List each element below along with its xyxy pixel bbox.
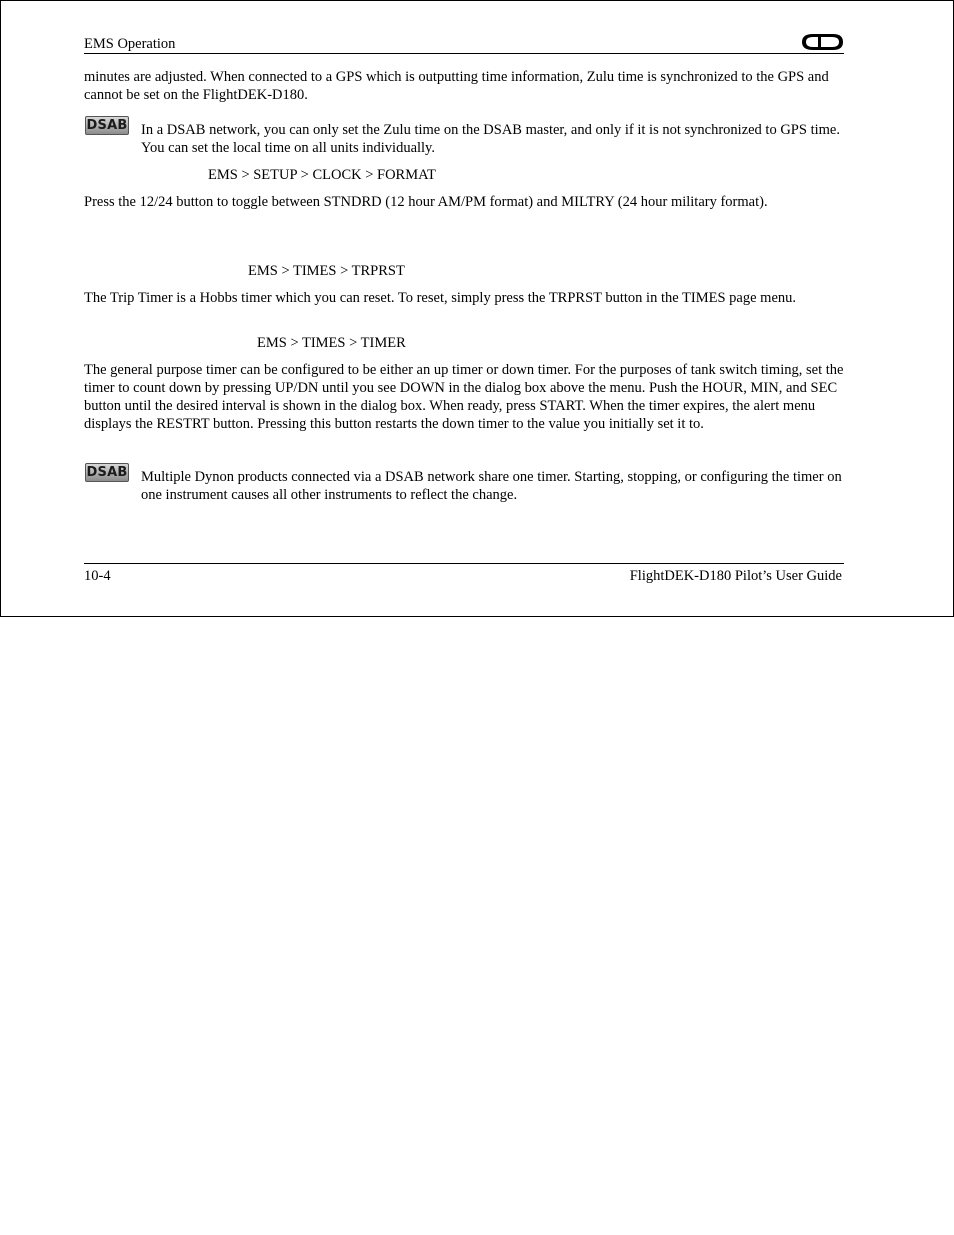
dsab-note-zulu: In a DSAB network, you can only set the Zulu time on the DSAB master, and only if it is not synchronized to GPS time. You can set the local time on all units individually. [141,122,840,156]
menu-path-trip-reset: EMS > TIMES > TRPRST [248,263,405,279]
paragraph-clock-format: Press the 12/24 button to toggle between STNDRD (12 hour AM/PM format) and MILTRY (24 hour military format). [84,194,768,210]
dynon-logo-icon [799,32,845,52]
paragraph-trip-timer: The Trip Timer is a Hobbs timer which you can reset. To reset, simply press the TRPRST button in the TIMES page menu. [84,290,797,306]
dsab-badge-icon: DSAB [86,118,128,133]
footer-page-number: 10-4 [84,568,111,584]
menu-path-clock-format: EMS > SETUP > CLOCK > FORMAT [208,167,436,183]
footer-guide-title: FlightDEK-D180 Pilot’s User Guide [629,568,842,584]
dsab-note-shared-timer: Multiple Dynon products connected via a DSAB network share one timer. Starting, stopping, or configuring the timer on one instrument causes all other instruments to reflect the change. [141,469,842,503]
header-rule [84,53,844,54]
footer-rule [84,563,844,564]
document-page [0,0,954,617]
dsab-badge-icon: DSAB [86,465,128,480]
menu-path-timer: EMS > TIMES > TIMER [257,335,406,351]
header-section-title: EMS Operation [84,36,176,52]
paragraph-gps-sync: minutes are adjusted. When connected to a GPS which is outputting time information, Zulu time is synchronized to the GPS and cannot be set on the FlightDEK-D180. [84,69,829,103]
paragraph-general-timer: The general purpose timer can be configured to be either an up timer or down timer. For the purposes of tank switch timing, set the timer to count down by pressing UP/DN until you see DOWN in the dialog box above the menu. Push the HOUR, MIN, and SEC button until the desired interval is shown in the dialog box. When ready, press START. When the timer expires, the alert menu displays the RESTRT button. Pressing this button restarts the down timer to the value you initially set it to. [84,362,844,432]
